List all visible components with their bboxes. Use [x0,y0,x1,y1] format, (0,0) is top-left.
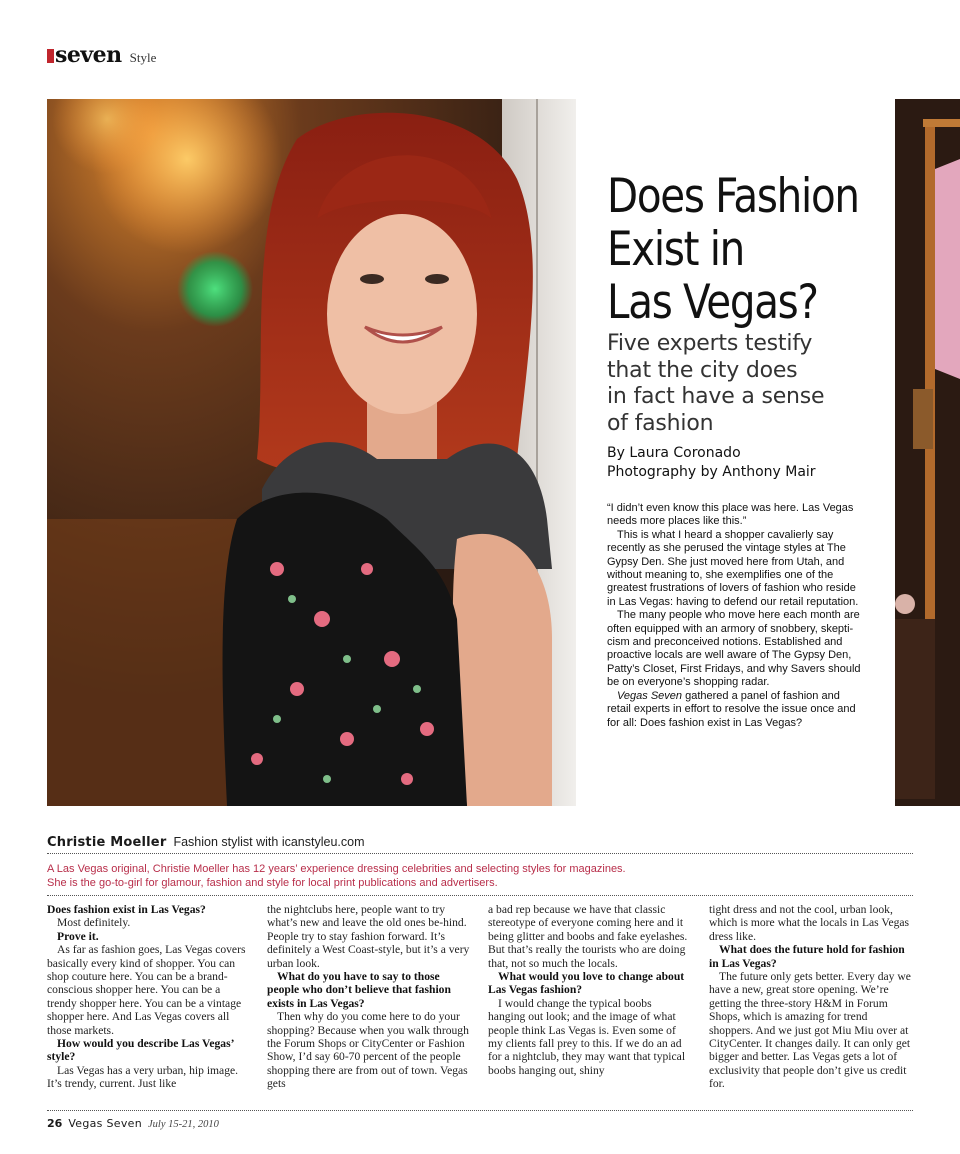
brand-name: seven [55,42,122,68]
bio-line: She is the go-to-girl for glamour, fashion and style for local print publications and advertisers. [47,877,498,889]
answer: I would change the typical boobs hanging out look; and the image of what people think Las Vegas is. Even some of my clients fall prey to this. If we do an ad for a nightclub, they may want that typical boobs hanging out, shiny [488,996,686,1077]
article-deck [607,331,867,437]
headline-line: Does Fashion [607,169,859,224]
profile-bio [47,862,913,890]
answer: Las Vegas has a very urban, hip image. It’s trendy, current. Just like [47,1063,239,1091]
brand-mark-bar [47,49,54,63]
interview-column-4 [709,903,912,1091]
portrait-photo [47,99,576,806]
issue-date: July 15-21, 2010 [148,1119,219,1130]
question: What would you love to change about Las Vegas fashion? [488,970,685,997]
intro-text: gathered a panel of fashion and retail experts in effort to resolve the issue once and for all: Does fashion exist in Las Vegas? [607,689,856,729]
answer: the nightclubs here, people want to try what’s new and leave the old ones be-hind. People try to stay fashion forward. It’s definitely a West Coast-style, but it’s a very urban look. [267,903,470,970]
question: What does the future hold for fashion in Las Vegas? [709,943,905,970]
page-number: 26 [47,1117,63,1130]
section-label: Style [129,50,157,65]
publication-name: Vegas Seven [617,689,683,702]
interview-column-2 [267,903,470,1091]
masthead [47,42,156,68]
dotted-divider [47,895,913,896]
question: Prove it. [57,929,99,943]
intro-paragraph: The many people who move here each month are often equipped with an armory of snobbery, skepti-cism and preconceived notions. Established and proactive locals are well aware of The Gypsy Den, Patty’s Closet, First Fridays, and why Savers should be on everyone’s shopping radar. [607,609,861,689]
intro-paragraph: “I didn’t even know this place was here. Las Vegas needs more places like this.” [607,502,854,528]
answer: The future only gets better. Every day we have a new, great store opening. We’re getting the three-story H&M in Forum Shops, which is amazing for trend shoppers. And we just got Miu Miu over at CityCenter. It changes daily. It can only get bigger and better. Las Vegas gets a lot of exclusivity that people don’t give us credit for. [709,970,911,1091]
headline-line: Exist in [607,222,744,277]
answer: Most definitely. [57,916,131,930]
article-headline [607,170,882,329]
profile-header [47,835,365,850]
deck-line: of fashion [607,410,714,436]
answer: Then why do you come here to do your shopping? Because when you walk through the Forum Shops or CityCenter or Fashion Show, I’d say 60-70 percent of the people shopping there are from out of town. Vegas gets [267,1010,469,1091]
intro-paragraph: This is what I heard a shopper cavalierly say recently as she perused the vintage styles at The Gypsy Den. She just moved here from Utah, and without meaning to, she exemplifies one of the greatest frustrations of lovers of fashion who reside in Las Vegas: having to defend our retail reputation. [607,528,859,608]
answer: a bad rep because we have that classic stereotype of everyone coming here and it being glitter and boobs and fake eyelashes. But that’s really the tourists who are doing that, not so much the locals. [488,903,688,970]
deck-line: in fact have a sense [607,384,825,409]
answer: tight dress and not the cool, urban look, which is more what the locals in Las Vegas dress like. [709,903,910,943]
article-intro [607,502,862,730]
side-photo [895,99,960,806]
deck-line: Five experts testify [607,331,813,356]
question: Does fashion exist in Las Vegas? [47,903,206,916]
dotted-divider [47,853,913,854]
author-credit: By Laura Coronado [607,445,741,461]
question: How would you describe Las Vegas’ style? [47,1037,234,1064]
interview-column-3 [488,903,691,1077]
photo-credit: Photography by Anthony Mair [607,464,816,480]
profile-name: Christie Moeller [47,835,167,850]
page-footer [47,1117,219,1130]
headline-line: Las Vegas? [607,275,818,330]
interview-column-1 [47,903,250,1091]
bio-line: A Las Vegas original, Christie Moeller has 12 years’ experience dressing celebrities and selecting styles for magazines. [47,863,626,875]
question: What do you have to say to those people who don’t believe that fashion exists in Las Vegas? [267,970,451,1010]
deck-line: that the city does [607,357,798,383]
profile-role: Fashion stylist with icanstyleu.com [173,835,365,849]
dotted-divider [47,1110,913,1111]
publication-name: Vegas Seven [68,1117,143,1130]
intro-paragraph [607,690,862,730]
byline [607,444,816,482]
answer: As far as fashion goes, Las Vegas covers basically every kind of shopper. You can shop couture here. You can be a brand-conscious shopper here. You can be a trendy shopper here. You can be a vintage shopper here. And Las Vegas covers all those markets. [47,943,246,1037]
